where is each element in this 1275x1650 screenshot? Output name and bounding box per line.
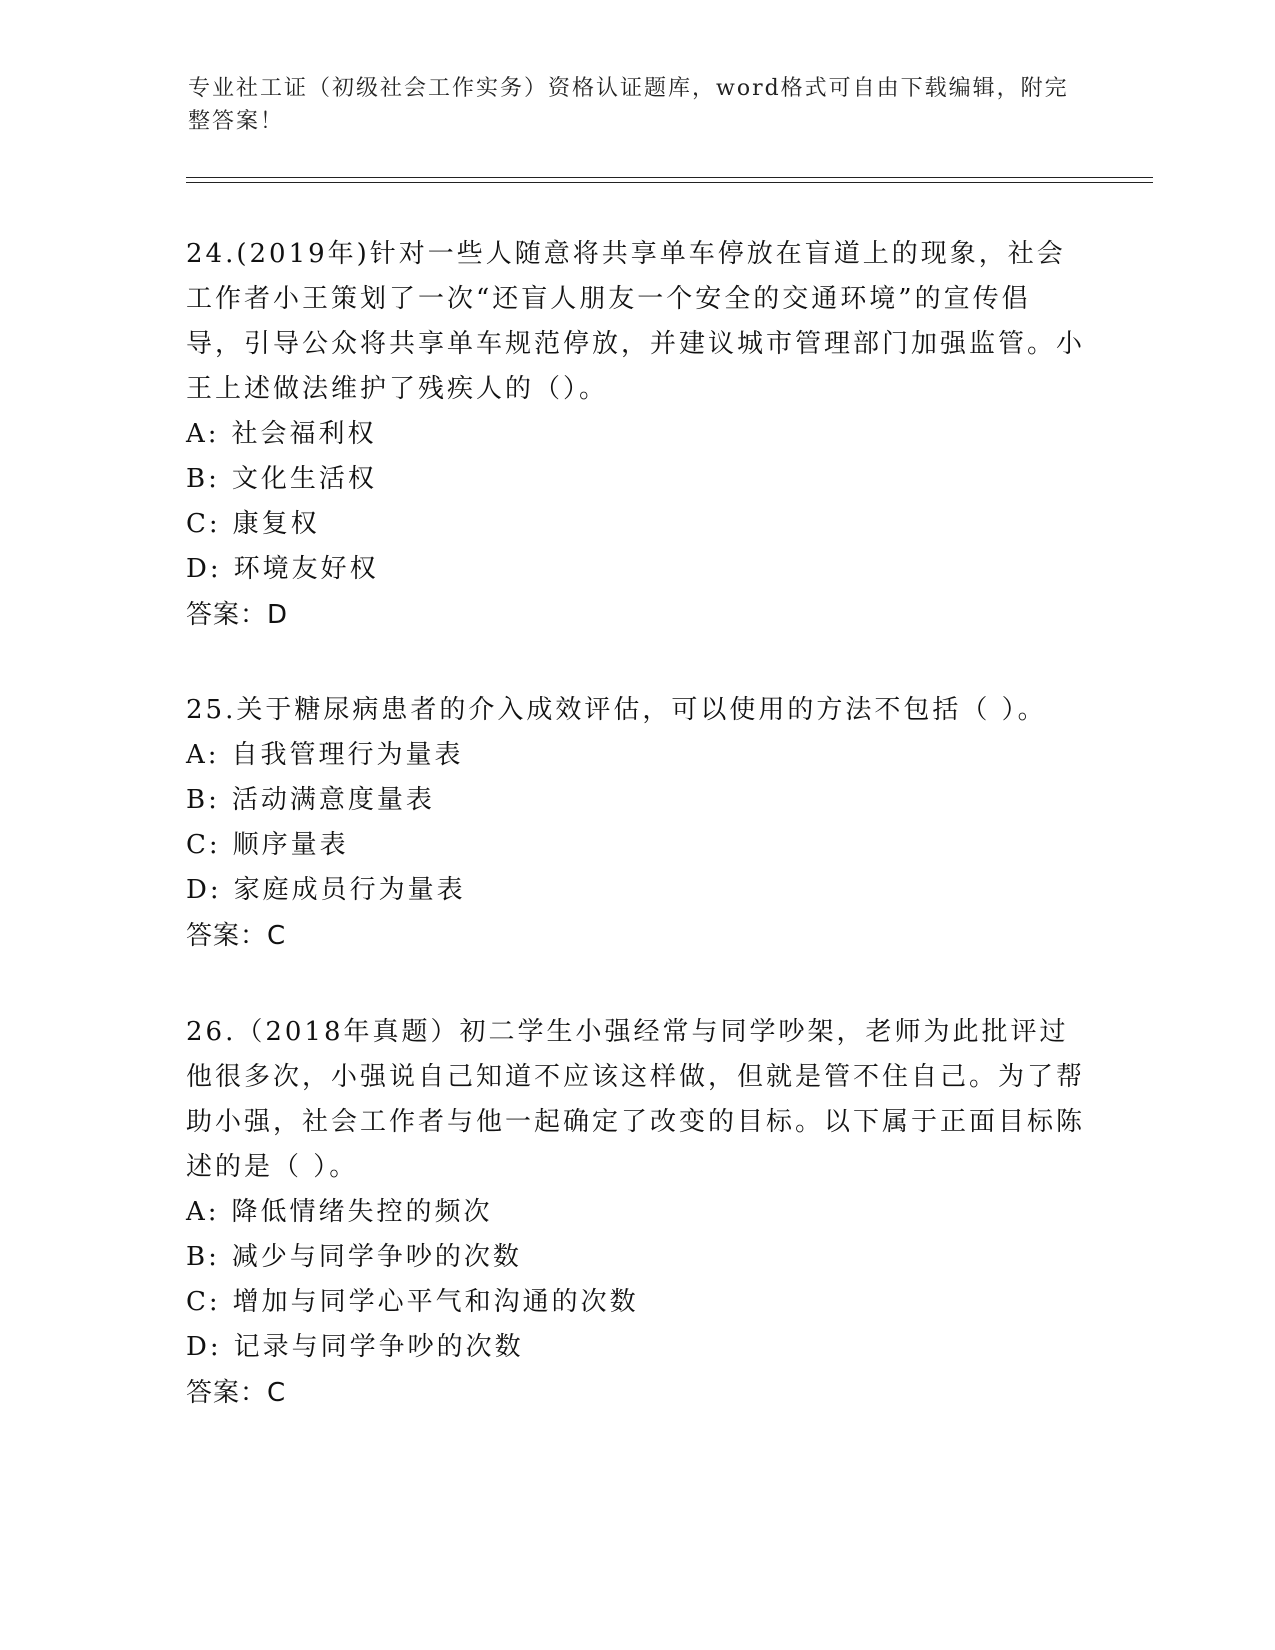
header-divider-top: [186, 177, 1153, 178]
option-text: 降低情绪失控的频次: [231, 1197, 493, 1227]
answer-line: 答案：C: [186, 1378, 287, 1408]
option-b: [186, 457, 1086, 502]
option-letter: B:: [186, 785, 220, 815]
option-text: 文化生活权: [231, 464, 377, 494]
option-a: [186, 1190, 1086, 1235]
document-header: 专业社工证（初级社会工作实务）资格认证题库，word格式可自由下载编辑，附完整答案！: [188, 76, 1069, 134]
option-c: [186, 823, 1086, 868]
option-text: 自我管理行为量表: [231, 740, 464, 770]
option-a: [186, 412, 1086, 457]
question-26: [186, 1010, 1086, 1416]
header-divider-bottom: [186, 182, 1153, 183]
option-letter: D:: [186, 875, 222, 905]
option-text: 活动满意度量表: [231, 785, 435, 815]
option-b: [186, 1235, 1086, 1280]
question-stem: 26.（2018年真题）初二学生小强经常与同学吵架，老师为此批评过他很多次，小强说自己知道不应该这样做，但就是管不住自己。为了帮助小强，社会工作者与他一起确定了改变的目标。以下属于正面目标陈述的是（ ）。: [186, 1017, 1086, 1182]
question-24: [186, 232, 1086, 638]
option-text: 康复权: [232, 509, 320, 539]
option-b: [186, 778, 1086, 823]
option-c: [186, 502, 1086, 547]
option-letter: C:: [186, 1287, 221, 1317]
option-text: 环境友好权: [233, 554, 379, 584]
question-25: [186, 688, 1086, 959]
option-letter: D:: [186, 1332, 222, 1362]
answer-line: 答案：D: [186, 600, 289, 630]
option-letter: B:: [186, 1242, 220, 1272]
question-stem: 24.(2019年)针对一些人随意将共享单车停放在盲道上的现象，社会工作者小王策划了一次“还盲人朋友一个安全的交通环境”的宣传倡导，引导公众将共享单车规范停放，并建议城市管理部门加强监管。小王上述做法维护了残疾人的（）。: [186, 239, 1086, 404]
option-letter: A:: [186, 1197, 220, 1227]
option-text: 顺序量表: [232, 830, 349, 860]
option-d: [186, 868, 1086, 913]
option-letter: D:: [186, 554, 222, 584]
option-d: [186, 547, 1086, 592]
option-letter: C:: [186, 509, 221, 539]
option-c: [186, 1280, 1086, 1325]
option-text: 增加与同学心平气和沟通的次数: [232, 1287, 639, 1317]
question-stem: 25.关于糖尿病患者的介入成效评估，可以使用的方法不包括（ ）。: [186, 695, 1047, 725]
option-a: [186, 733, 1086, 778]
answer-line: 答案：C: [186, 921, 287, 951]
option-letter: A:: [186, 419, 220, 449]
option-text: 记录与同学争吵的次数: [233, 1332, 524, 1362]
option-d: [186, 1325, 1086, 1370]
option-text: 社会福利权: [231, 419, 377, 449]
option-text: 减少与同学争吵的次数: [231, 1242, 522, 1272]
option-text: 家庭成员行为量表: [233, 875, 466, 905]
option-letter: C:: [186, 830, 221, 860]
option-letter: A:: [186, 740, 220, 770]
option-letter: B:: [186, 464, 220, 494]
